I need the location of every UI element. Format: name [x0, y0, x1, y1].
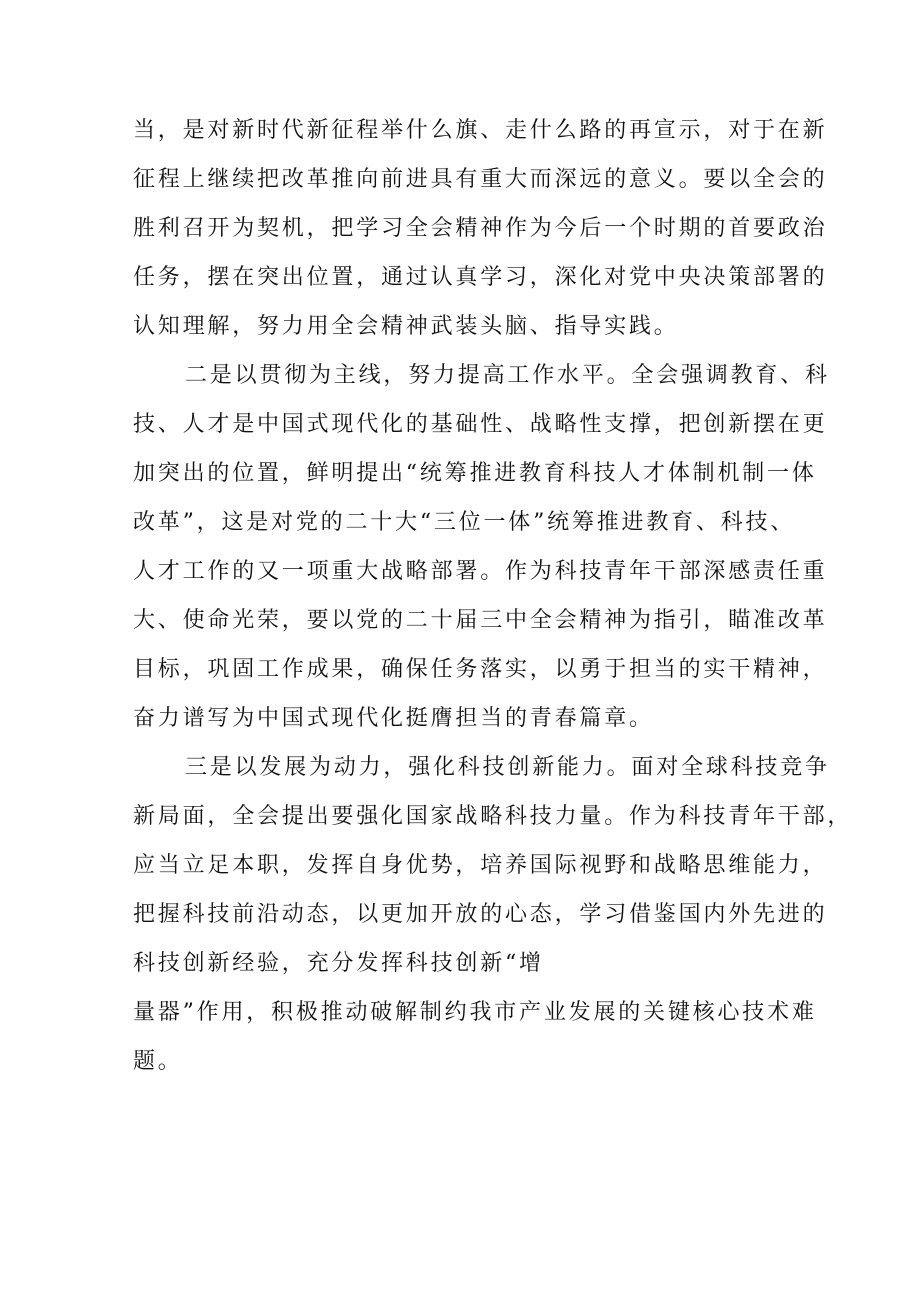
text-line: 任务，摆在突出位置，通过认真学习，深化对党中央决策部署的 [133, 265, 828, 290]
text-line: 量器”作用，积极推动破解制约我市产业发展的关键核心技术难 [133, 1000, 817, 1025]
text-line: 新局面，全会提出要强化国家战略科技力量。作为科技青年干部， [133, 804, 853, 829]
document-body [133, 106, 853, 1086]
text-line: 目标，巩固工作成果，确保任务落实，以勇于担当的实干精神， [133, 657, 828, 682]
text-line: 大、使命光荣，要以党的二十届三中全会精神为指引，瞄准改革 [133, 608, 828, 633]
text-line: 把握科技前沿动态，以更加开放的心态，学习借鉴国内外先进的 [133, 902, 828, 927]
text-line: 胜利召开为契机，把学习全会精神作为今后一个时期的首要政治 [133, 216, 828, 241]
text-line: 应当立足本职，发挥自身优势，培养国际视野和战略思维能力， [133, 853, 828, 878]
text-line: 征程上继续把改革推向前进具有重大而深远的意义。要以全会的 [133, 167, 828, 192]
text-line: 人才工作的又一项重大战略部署。作为科技青年干部深感责任重 [133, 559, 828, 584]
text-line: 奋力谱写为中国式现代化挺膺担当的青春篇章。 [133, 706, 654, 731]
text-line: 当，是对新时代新征程举什么旗、走什么路的再宣示，对于在新 [133, 118, 828, 143]
text-line: 改革”，这是对党的二十大“三位一体”统筹推进教育、科技、 [133, 510, 796, 535]
text-line: 科技创新经验，充分发挥科技创新“增 [133, 951, 544, 976]
text-line: 技、人才是中国式现代化的基础性、战略性支撑，把创新摆在更 [133, 412, 828, 437]
paragraph-start-line: 三是以发展为动力，强化科技创新能力。面对全球科技竞争 [185, 755, 830, 780]
text-line: 加突出的位置，鲜明提出“统筹推进教育科技人才体制机制一体 [133, 461, 817, 486]
text-line: 题。 [133, 1049, 183, 1074]
paragraph-start-line: 二是以贯彻为主线，努力提高工作水平。全会强调教育、科 [185, 363, 830, 388]
text-line: 认知理解，努力用全会精神武装头脑、指导实践。 [133, 314, 679, 339]
